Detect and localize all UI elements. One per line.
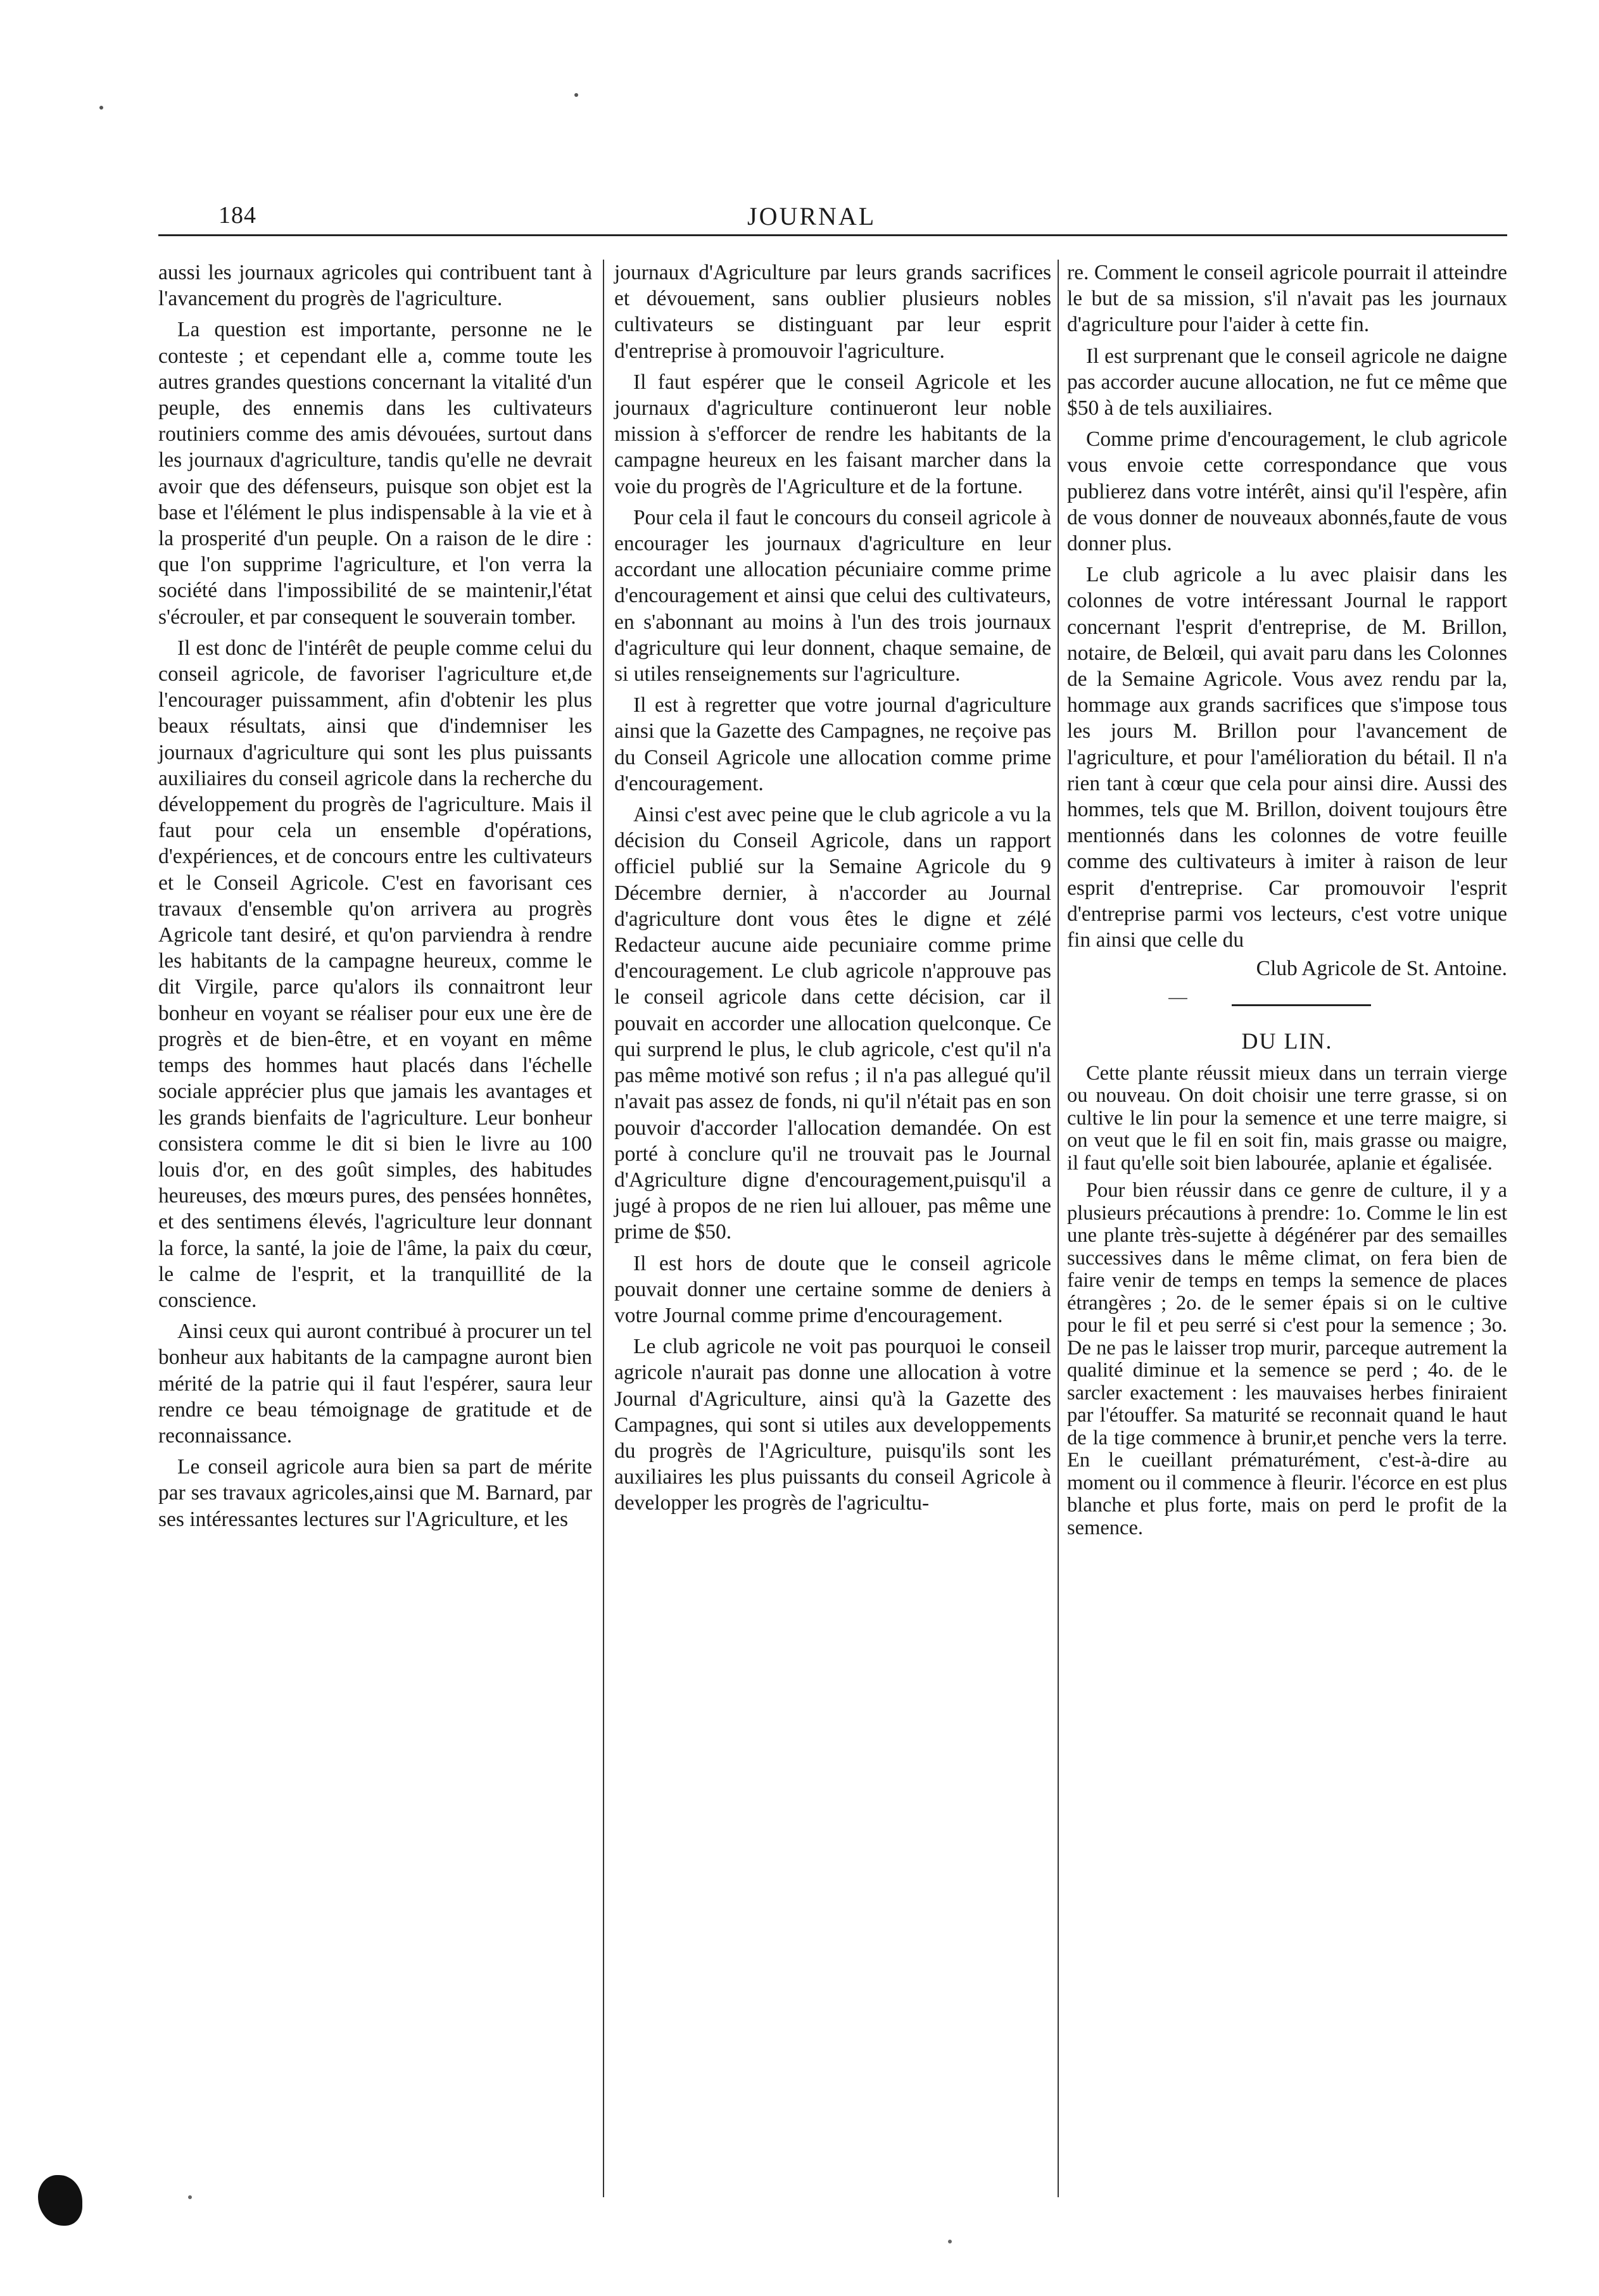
paragraph: Le conseil agricole aura bien sa part de mérite par ses travaux agricoles,ainsi que M. Barnard, par ses intéressantes lectures sur l'Agriculture, et les bbox=[158, 1455, 592, 1531]
paragraph: aussi les journaux agricoles qui contribuent tant à l'avancement du progrès de l'agriculture. bbox=[158, 261, 592, 311]
paragraph: Il est hors de doute que le conseil agricole pouvait donner une certaine somme de deniers à votre Journal comme prime d'encouragement. bbox=[614, 1251, 1051, 1327]
paragraph: re. Comment le conseil agricole pourrait il atteindre le but de sa mission, s'il n'avait pas les journaux d'agriculture pour l'aider à cette fin. bbox=[1067, 261, 1507, 337]
paragraph: Comme prime d'encouragement, le club agricole vous envoie cette correspondance que vous publierez dans votre intérêt, ainsi qu'il l'espère, afin de vous donner de nouveaux abonnés,faute de vous donner plus. bbox=[1067, 427, 1507, 556]
signature: Club Agricole de St. Antoine. bbox=[1256, 957, 1507, 981]
running-head: JOURNAL bbox=[747, 202, 876, 230]
paragraph: Il est surprenant que le conseil agricole ne daigne pas accorder aucune allocation, ne fut ce même que $50 à de tels auxiliaires. bbox=[1067, 344, 1507, 420]
paragraph: Pour cela il faut le concours du conseil agricole à encourager les journaux d'agriculture en leur accordant une allocation pécuniaire comme prime d'encouragement et ainsi que celui des cultivateurs, en s'abonnant au moins à l'un des trois journaux d'agriculture qui leur donnent, chaque semaine, de si utiles renseignements sur l'agriculture. bbox=[614, 505, 1051, 686]
paragraph: Ainsi c'est avec peine que le club agricole a vu la décision du Conseil Agricole, dans un rapport officiel publié sur la Semaine Agricole du 9 Décembre dernier, à n'accorder au Journal d'agriculture dont vous êtes le digne et zélé Redacteur aucune aide pecuniaire comme prime d'encouragement. Le club agricole n'approuve pas le conseil agricole dans cette décision, car il pouvait en accorder une allocation quelconque. Ce qui surprend le plus, le club agricole, c'est qu'il n'a pas même motivé son refus ; il n'a pas allegué qu'il n'avait pas assez de fonds, ni qu'il n'était pas en son pouvoir d'accorder l'allocation demandée. On est porté à conclure qu'il ne trouvait pas le Journal d'Agriculture digne d'encouragement,puisqu'il a jugé à propos de ne rien lui allouer, pas même une prime de $50. bbox=[614, 803, 1051, 1244]
paragraph: journaux d'Agriculture par leurs grands sacrifices et dévouement, sans oublier plusieurs nobles cultivateurs se distinguant par leur esprit d'entreprise à promouvoir l'agriculture. bbox=[614, 261, 1051, 363]
paragraph: Il est à regretter que votre journal d'agriculture ainsi que la Gazette des Campagnes, ne reçoive pas du Conseil Agricole une allocation comme prime d'encouragement. bbox=[614, 693, 1051, 795]
paragraph: Le club agricole ne voit pas pourquoi le conseil agricole n'aurait pas donne une allocation à votre Journal d'Agriculture, ainsi qu'à la Gazette des Campagnes, qui sont si utiles aux developpements du progrès de l'Agriculture, puisqu'ils sont les auxiliaires les plus puissants du conseil Agricole à developper les progrès de l'agricultu- bbox=[614, 1335, 1051, 1515]
page-number: 184 bbox=[218, 202, 256, 229]
paragraph: Cette plante réussit mieux dans un terrain vierge ou nouveau. On doit choisir une terre grasse, si on cultive le lin pour la semence et une terre maigre, si on veut que le fil en soit fin, mais grasse ou maigre, il faut qu'elle soit bien labourée, aplanie et égalisée. bbox=[1067, 1061, 1507, 1175]
paragraph: Il est donc de l'intérêt de peuple comme celui du conseil agricole, de favoriser l'agriculture et,de l'encourager puissamment, afin d'obtenir les plus beaux résultats, ainsi que d'indemniser les journaux d'agriculture qui sont les plus puissants auxiliaires du conseil agricole dans la recherche du développement du progrès de l'agriculture. Mais il faut pour cela un ensemble d'opérations, d'expériences, et de concours entre les cultivateurs et le Conseil Agricole. C'est en favorisant ces travaux d'ensemble qu'on arrivera au progrès Agricole tant desiré, et qu'on parviendra à rendre les habitants de la campagne heureux, comme le dit Virgile, parce qu'alors ils connaitront leur bonheur en voyant se réaliser pour eux une ère de progrès et de bien-être, et en voyant en même temps des hommes haut placés dans l'échelle sociale apprécier plus que jamais les avantages et les grands bienfaits de l'agriculture. Leur bonheur consistera comme le dit si bien le livre au 100 louis d'or, en des goût simples, des habitudes heureuses, des mœurs pures, des pensées honnêtes, et des sentimens élevés, l'agriculture leur donnant la force, la santé, la joie de l'âme, la paix du cœur, le calme de l'esprit, et la tranquillité de la conscience. bbox=[158, 636, 592, 1312]
section-title: DU LIN. bbox=[1241, 1028, 1333, 1054]
paragraph: Ainsi ceux qui auront contribué à procurer un tel bonheur aux habitants de la campagne auront bien mérité de la patrie qui il faut l'espérer, saura leur rendre ce beau témoignage de gratitude et de reconnaissance. bbox=[158, 1320, 592, 1448]
paragraph: Le club agricole a lu avec plaisir dans les colonnes de votre intéressant Journal le rapport concernant l'esprit d'entreprise, de M. Brillon, notaire, de Belœil, qui avait paru dans les Colonnes de la Semaine Agricole. Vous avez rendu par la, hommage aux grands sacrifices que s'impose tous les jours M. Brillon pour l'avancement de l'agriculture, et pour l'amélioration du bétail. Il n'a rien tant à cœur que cela pour ainsi dire. Aussi des hommes, tels que M. Brillon, doivent toujours être mentionnés dans les colonnes de votre feuille comme des cultivateurs à imiter à raison de leur esprit d'entreprise. Car promouvoir l'esprit d'entreprise parmi vos lecteurs, c'est votre unique fin ainsi que celle du bbox=[1067, 563, 1507, 952]
paragraph: La question est importante, personne ne le conteste ; et cependant elle a, comme toute les autres grandes questions concernant la vitalité d'un peuple, des ennemis dans les cultivateurs routiniers comme des amis dévouées, surtout dans les journaux d'agriculture, tandis qu'elle ne devrait avoir que des défenseurs, puisque son objet est la base et l'élément le plus indispensable à la vie et à la prosperité d'un peuple. On a raison de le dire : que l'on supprime l'agriculture, et l'on verra la société dans l'impossibilité de se maintenir,l'état s'écrouler, et par consequent le souverain tomber. bbox=[158, 318, 592, 629]
paragraph: Pour bien réussir dans ce genre de culture, il y a plusieurs précautions à prendre: 1o. Comme le lin est une plante très-sujette à dégénérer par des semailles successives dans le même climat, on fera bien de faire venir de temps en temps la semence de places étrangères ; 2o. de le semer épais si on le cultive pour le fil et peu serré si c'est pour la semence ; 3o. De ne pas le laisser trop murir, parceque autrement la qualité diminue et la semence se perd ; 4o. de le sarcler exactement : les mauvaises herbes finiraient par l'étouffer. Sa maturité se reconnait quand le haut de la tige commence à brunir,et penche vers la terre. En le cueillant prématurément, c'est-à-dire au moment ou il commence à fleurir. l'écorce en est plus blanche et plus forte, mais on perd le profit de la semence. bbox=[1067, 1179, 1507, 1539]
paragraph: Il faut espérer que le conseil Agricole et les journaux d'agriculture continueront leur noble mission à s'efforcer de rendre les habitants de la campagne heureux en les faisant marcher dans la voie du progrès de l'Agriculture et de la fortune. bbox=[614, 370, 1051, 498]
